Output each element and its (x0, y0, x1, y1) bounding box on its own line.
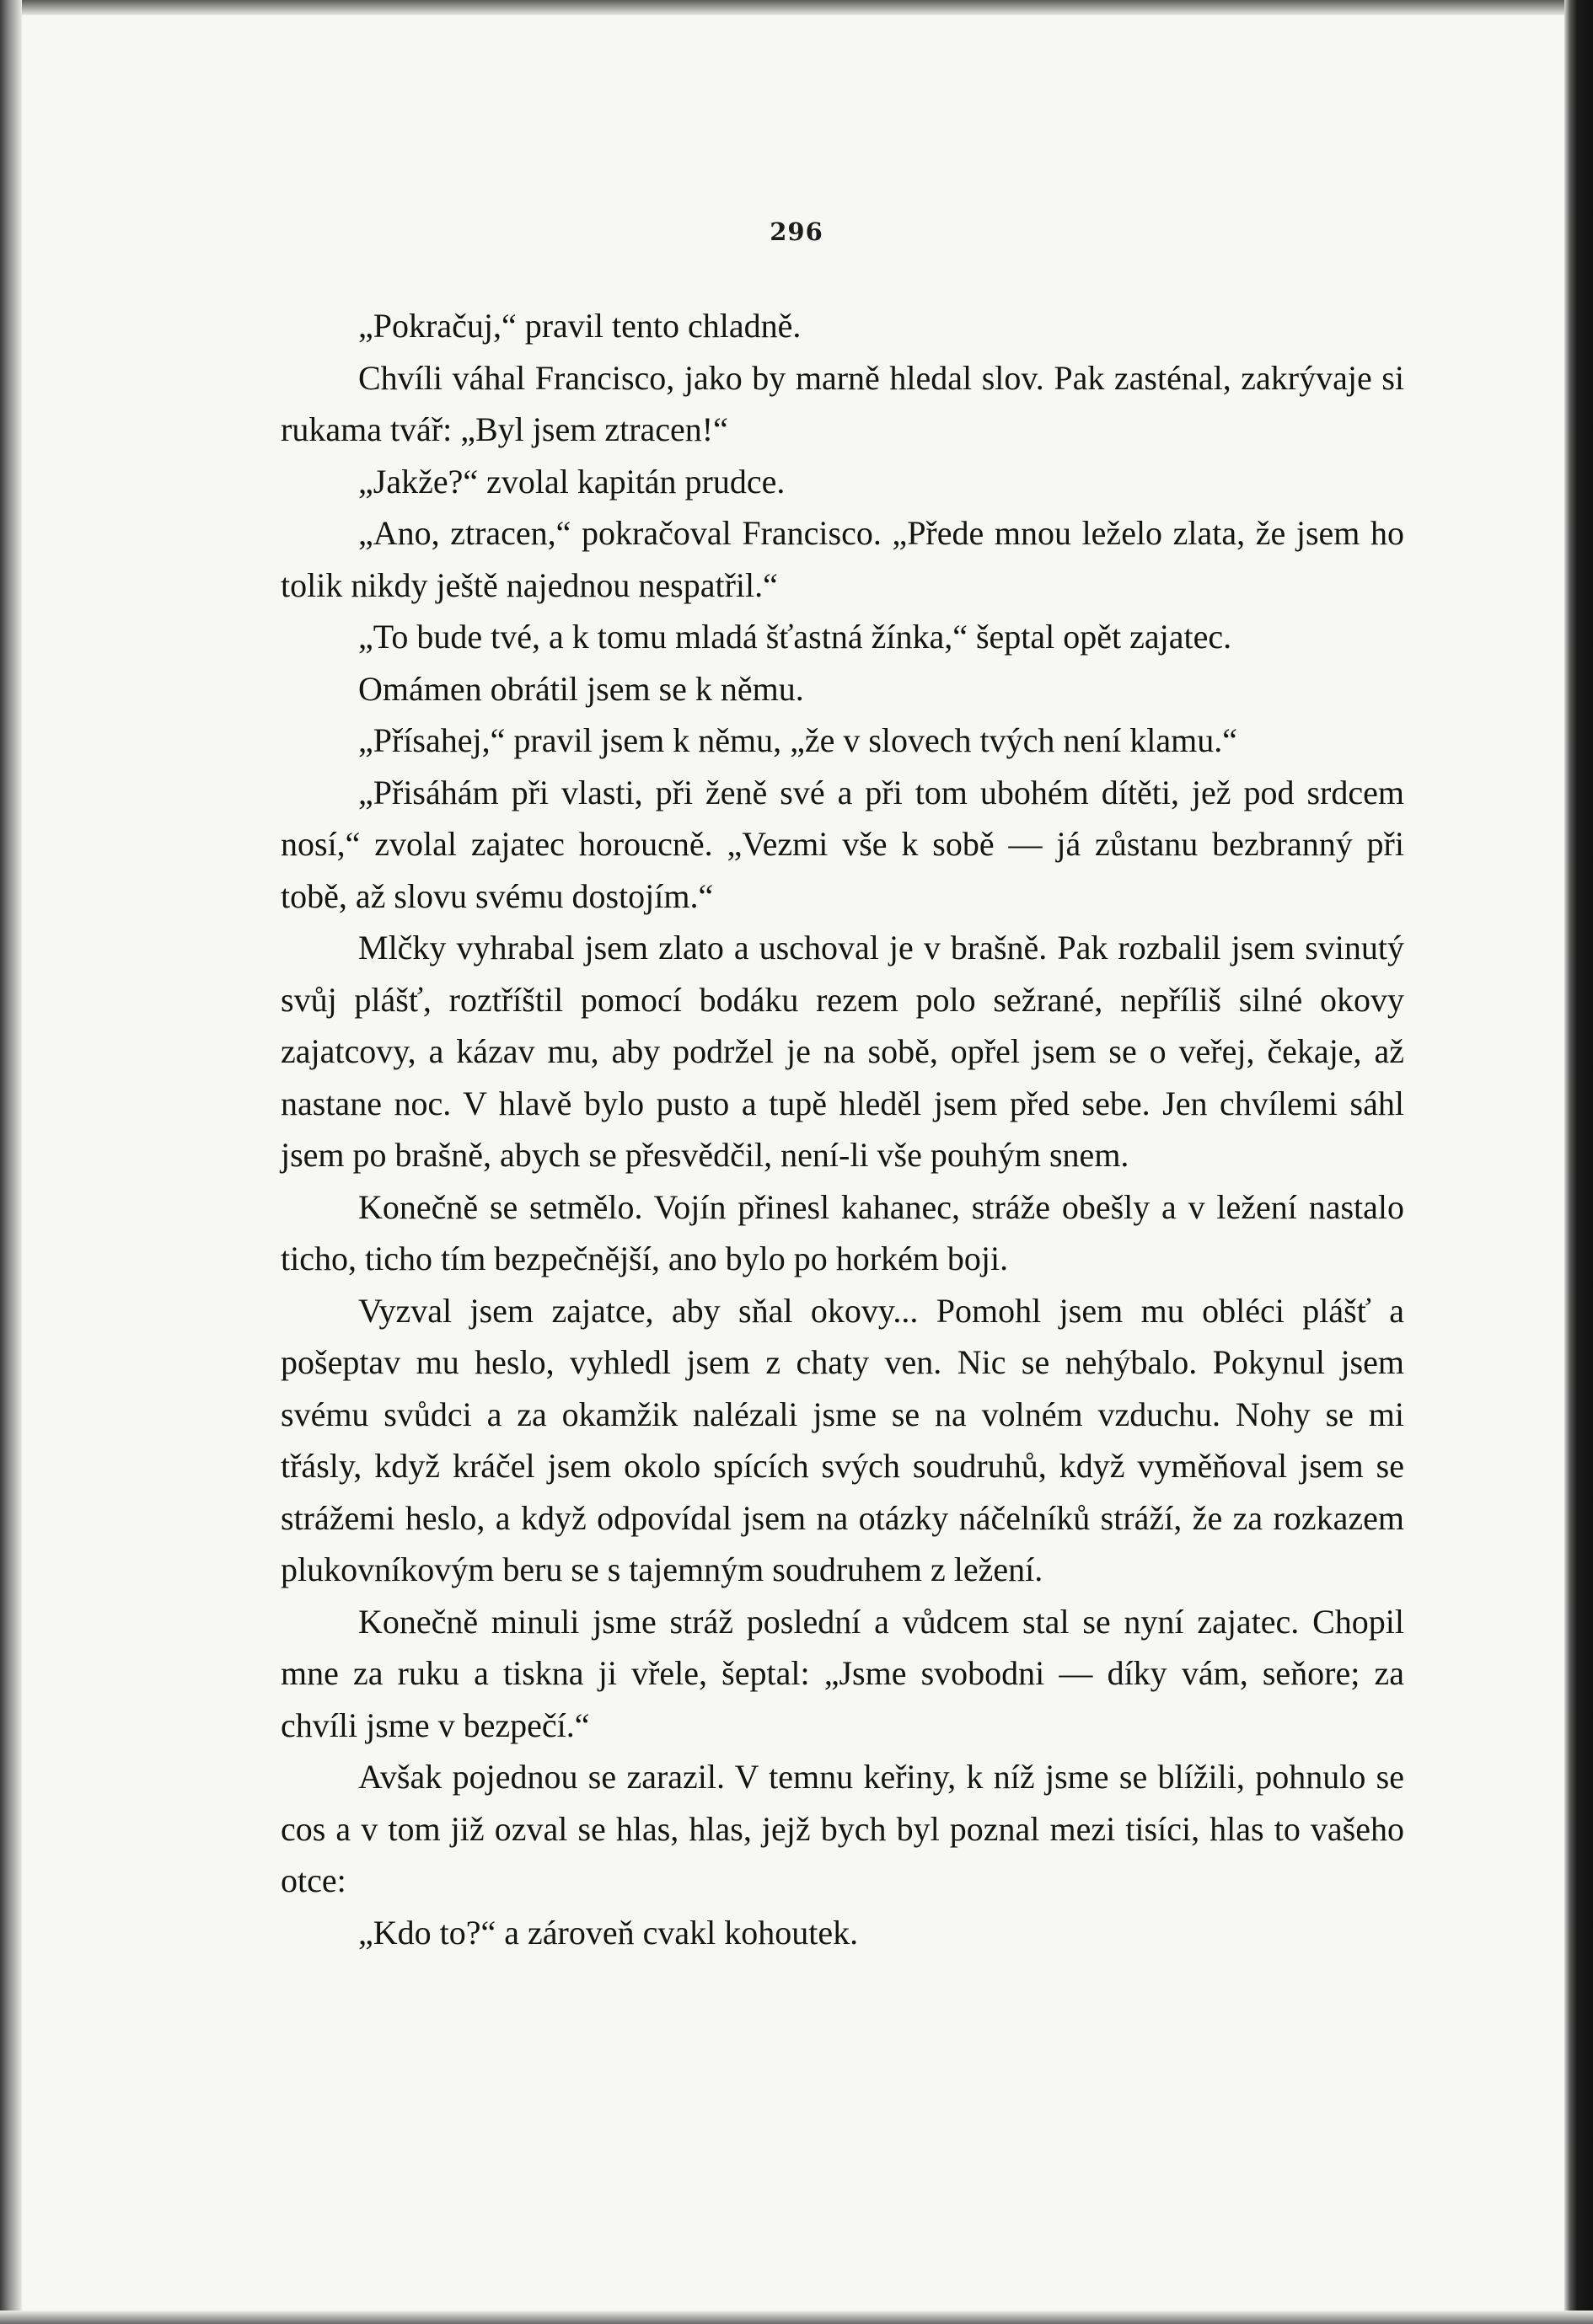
scan-edge-bottom (0, 2311, 1593, 2324)
paragraph: Vyzval jsem zajatce, aby sňal okovy... Pomohl jsem mu obléci plášť a pošeptav mu heslo, vyhledl jsem z chaty ven. Nic se nehýbalo. Pokynul jsem svému svůdci a za okamžik nalézali jsme se na volném vzduchu. Nohy se mi třásly, když kráčel jsem okolo spících svých soudruhů, když vyměňoval jsem se strážemi heslo, a když odpovídal jsem na otázky náčelníků stráží, že za rozkazem plukovníkovým beru se s tajemným soudruhem z ležení. (281, 1291, 1404, 1588)
paragraph: Konečně minuli jsme stráž poslední a vůdcem stal se nyní zajatec. Chopil mne za ruku a tiskna ji vřele, šeptal: „Jsme svobodni — díky vám, seňore; za chvíli jsme v bezpečí.“ (281, 1602, 1404, 1744)
paragraph: Avšak pojednou se zarazil. V temnu keřiny, k níž jsme se blížili, pohnulo se cos a v tom již ozval se hlas, hlas, jejž bych byl poznal mezi tisíci, hlas to vašeho otce: (281, 1758, 1404, 1899)
paragraph: „Jakže?“ zvolal kapitán prudce. (358, 462, 786, 501)
paragraph: Mlčky vyhrabal jsem zlato a uschoval je v brašně. Pak rozbalil jsem svinutý svůj plášť, roztříštil pomocí bodáku rezem polo sežrané, nepříliš silné okovy zajatcovy, a kázav mu, aby podržel je na sobě, opřel jsem se o veřej, čekaje, až nastane noc. V hlavě bylo pusto a tupě hleděl jsem před sebe. Jen chvílemi sáhl jsem po brašně, abych se přesvědčil, není-li vše pouhým snem. (281, 929, 1404, 1174)
page-number: 296 (770, 217, 823, 246)
scan-edge-right (1564, 0, 1593, 2324)
scan-edge-left (0, 0, 22, 2324)
paragraph: Omámen obrátil jsem se k němu. (358, 669, 804, 708)
paragraph: „Přísahej,“ pravil jsem k němu, „že v slovech tvých není klamu.“ (358, 721, 1238, 759)
paragraph: „Pokračuj,“ pravil tento chladně. (358, 307, 802, 345)
paragraph: Konečně se setmělo. Vojín přinesl kahanec, stráže obešly a v ležení nastalo ticho, ticho tím bezpečnější, ano bylo po horkém boji. (281, 1187, 1404, 1277)
paragraph: „Kdo to?“ a zároveň cvakl kohoutek. (358, 1913, 859, 1952)
paragraph: „Ano, ztracen,“ pokračoval Francisco. „Přede mnou leželo zlata, že jsem ho tolik nikdy ještě najednou nespatřil.“ (281, 514, 1404, 604)
paragraph: „Přisáhám při vlasti, při ženě své a při tom ubohém dítěti, jež pod srdcem nosí,“ zvolal zajatec horoucně. „Vezmi vše k sobě — já zůstanu bezbranný při tobě, až slovu svému dostojím.“ (281, 773, 1404, 915)
scan-edge-top (0, 0, 1593, 15)
paragraph: Chvíli váhal Francisco, jako by marně hledal slov. Pak zasténal, zakrývaje si rukama tvář: „Byl jsem ztracen!“ (281, 358, 1404, 448)
body-text (281, 300, 1404, 1958)
paragraph: „To bude tvé, a k tomu mladá šťastná žínka,“ šeptal opět zajatec. (358, 618, 1232, 656)
